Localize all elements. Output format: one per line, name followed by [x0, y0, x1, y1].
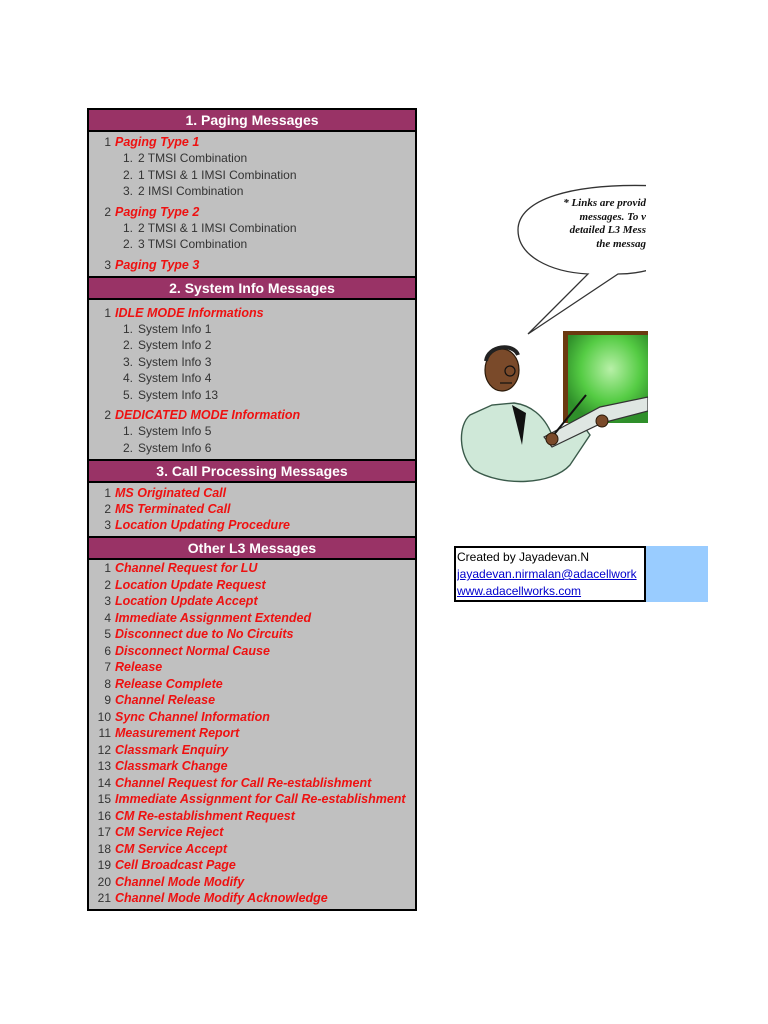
sub-item: [89, 220, 415, 237]
paging-type-1-link[interactable]: Paging Type 1: [115, 135, 200, 149]
list-item[interactable]: [89, 501, 415, 517]
sub-item-label: 3 TMSI Combination: [138, 237, 248, 251]
item-number: 17: [97, 825, 111, 839]
credit-box: [454, 546, 708, 602]
list-item[interactable]: [89, 676, 415, 693]
sub-item: [89, 370, 415, 387]
section-header-system-info: 2. System Info Messages: [89, 276, 415, 300]
sub-item: [89, 150, 415, 167]
list-item[interactable]: [89, 775, 415, 792]
list-item[interactable]: [89, 407, 415, 423]
list-item[interactable]: [89, 610, 415, 627]
section-system-info: [89, 300, 415, 460]
sub-item: [89, 440, 415, 457]
message-link[interactable]: MS Terminated Call: [115, 502, 231, 516]
sub-item-label: 2 TMSI & 1 IMSI Combination: [138, 220, 297, 235]
item-number: 1: [104, 135, 111, 149]
message-link[interactable]: Disconnect due to No Circuits: [115, 627, 294, 641]
paging-type-2-link[interactable]: Paging Type 2: [115, 204, 200, 219]
sub-item-number: 1.: [122, 151, 133, 165]
item-number: 20: [97, 874, 111, 889]
message-link[interactable]: Channel Mode Modify Acknowledge: [115, 891, 328, 905]
section-header-call-processing: 3. Call Processing Messages: [89, 459, 415, 483]
message-link[interactable]: CM Service Reject: [115, 825, 224, 839]
sub-item-number: 3.: [122, 354, 133, 369]
list-item[interactable]: [89, 134, 415, 150]
message-link[interactable]: Cell Broadcast Page: [115, 858, 236, 872]
section-call-processing: [89, 483, 415, 536]
item-number: 1: [104, 486, 111, 500]
list-item[interactable]: [89, 659, 415, 676]
sub-item-number: 2.: [122, 440, 133, 455]
list-item[interactable]: [89, 593, 415, 610]
item-number: 7: [104, 660, 111, 674]
list-item[interactable]: [89, 305, 415, 321]
list-item[interactable]: [89, 841, 415, 858]
sub-item: [89, 321, 415, 338]
item-number: 2: [104, 204, 111, 219]
list-item[interactable]: [89, 626, 415, 643]
section-paging: [89, 132, 415, 276]
sub-item-number: 5.: [122, 387, 133, 402]
message-link[interactable]: Release Complete: [115, 676, 223, 691]
credit-text: [457, 549, 645, 600]
message-link[interactable]: Measurement Report: [115, 726, 240, 740]
sub-item-number: 1.: [122, 220, 133, 235]
section-header-paging: 1. Paging Messages: [89, 110, 415, 132]
message-link[interactable]: Location Updating Procedure: [115, 518, 291, 532]
sub-item-label: 2 TMSI Combination: [138, 151, 248, 165]
item-number: 21: [97, 891, 111, 905]
item-number: 2: [104, 408, 111, 422]
item-number: 2: [104, 577, 111, 592]
message-link[interactable]: Disconnect Normal Cause: [115, 643, 270, 658]
message-link[interactable]: Channel Release: [115, 693, 216, 707]
item-number: 1: [104, 305, 111, 320]
sub-item: [89, 337, 415, 354]
section-other-l3: [89, 560, 415, 909]
list-item[interactable]: [89, 874, 415, 891]
item-number: 2: [104, 502, 111, 516]
item-number: 10: [97, 709, 111, 724]
bubble-line: the messag: [596, 237, 646, 250]
list-item[interactable]: [89, 517, 415, 533]
item-number: 16: [97, 808, 111, 823]
sub-item-number: 2.: [122, 237, 133, 251]
item-number: 3: [104, 594, 111, 608]
author-text: Created by Jayadevan.N: [457, 550, 590, 564]
sub-item: [89, 236, 415, 253]
message-link[interactable]: Classmark Change: [115, 759, 228, 773]
sub-item-number: 1.: [122, 321, 133, 336]
list-item[interactable]: [89, 204, 415, 220]
list-item[interactable]: [89, 577, 415, 594]
sub-item-label: System Info 4: [138, 371, 212, 385]
list-item[interactable]: [89, 808, 415, 825]
sub-item: [89, 354, 415, 371]
bubble-line: * Links are provid: [563, 197, 646, 209]
list-item[interactable]: [89, 890, 415, 907]
list-item[interactable]: [89, 725, 415, 742]
website-link[interactable]: www.adacellworks.com: [457, 584, 582, 598]
dedicated-mode-link[interactable]: DEDICATED MODE Information: [115, 408, 301, 422]
item-number: 11: [98, 726, 111, 740]
email-link[interactable]: jayadevan.nirmalan@adacellwork: [457, 567, 637, 581]
presenter-illustration: [452, 325, 648, 490]
list-item[interactable]: [89, 692, 415, 709]
sub-item-number: 2.: [122, 167, 133, 182]
message-index-panel: [87, 108, 417, 911]
bubble-line: messages. To v: [579, 210, 646, 223]
message-link[interactable]: Location Update Request: [115, 577, 266, 592]
item-number: 14: [97, 775, 111, 790]
idle-mode-link[interactable]: IDLE MODE Informations: [115, 305, 264, 320]
list-item[interactable]: [89, 857, 415, 874]
sub-item-label: System Info 2: [138, 338, 212, 352]
sub-item-label: 1 TMSI & 1 IMSI Combination: [138, 167, 297, 182]
sub-item-label: System Info 1: [138, 321, 212, 336]
sub-item-label: System Info 5: [138, 424, 212, 438]
sub-item: [89, 183, 415, 200]
sub-item-label: System Info 3: [138, 354, 212, 369]
list-item[interactable]: [89, 257, 415, 273]
list-item[interactable]: [89, 824, 415, 841]
item-number: 13: [97, 759, 111, 773]
list-item[interactable]: [89, 560, 415, 577]
list-item[interactable]: [89, 791, 415, 808]
item-number: 1: [104, 561, 111, 575]
message-link[interactable]: Immediate Assignment for Call Re-establishment: [115, 792, 406, 806]
item-number: 12: [97, 742, 111, 757]
item-number: 15: [97, 792, 111, 806]
sub-item-label: 2 IMSI Combination: [138, 184, 244, 198]
item-number: 5: [104, 627, 111, 641]
item-number: 6: [104, 643, 111, 658]
message-link[interactable]: Channel Mode Modify: [115, 874, 245, 889]
sub-item-number: 4.: [122, 371, 133, 385]
sub-item-number: 2.: [122, 338, 133, 352]
message-link[interactable]: Sync Channel Information: [115, 709, 270, 724]
list-item[interactable]: [89, 709, 415, 726]
speech-bubble-text: [540, 197, 646, 251]
sub-item-label: System Info 13: [138, 387, 219, 402]
message-link[interactable]: Immediate Assignment Extended: [115, 610, 312, 625]
item-number: 4: [104, 610, 111, 625]
message-link[interactable]: Classmark Enquiry: [115, 742, 229, 757]
list-item[interactable]: [89, 742, 415, 759]
list-item[interactable]: [89, 485, 415, 501]
item-number: 18: [97, 841, 111, 856]
message-link[interactable]: Channel Request for Call Re-establishment: [115, 775, 372, 790]
item-number: 8: [104, 676, 111, 691]
item-number: 3: [104, 518, 111, 532]
list-item[interactable]: [89, 643, 415, 660]
message-link[interactable]: Channel Request for LU: [115, 561, 258, 575]
sub-item-label: System Info 6: [138, 440, 212, 455]
message-link[interactable]: CM Re-establishment Request: [115, 808, 295, 823]
section-header-other-l3: Other L3 Messages: [89, 536, 415, 560]
sub-item: [89, 167, 415, 184]
sub-item-number: 3.: [122, 184, 133, 198]
message-link[interactable]: MS Originated Call: [115, 486, 227, 500]
sub-item: [89, 423, 415, 440]
sub-item-number: 1.: [122, 424, 133, 438]
message-link[interactable]: Release: [115, 660, 163, 674]
sub-item: [89, 387, 415, 404]
message-link[interactable]: CM Service Accept: [115, 841, 228, 856]
item-number: 19: [97, 858, 111, 872]
paging-type-3-link[interactable]: Paging Type 3: [115, 257, 200, 272]
list-item[interactable]: [89, 758, 415, 775]
message-link[interactable]: Location Update Accept: [115, 594, 258, 608]
bubble-line: detailed L3 Mess: [569, 224, 646, 236]
item-number: 3: [104, 257, 111, 272]
item-number: 9: [104, 693, 111, 707]
